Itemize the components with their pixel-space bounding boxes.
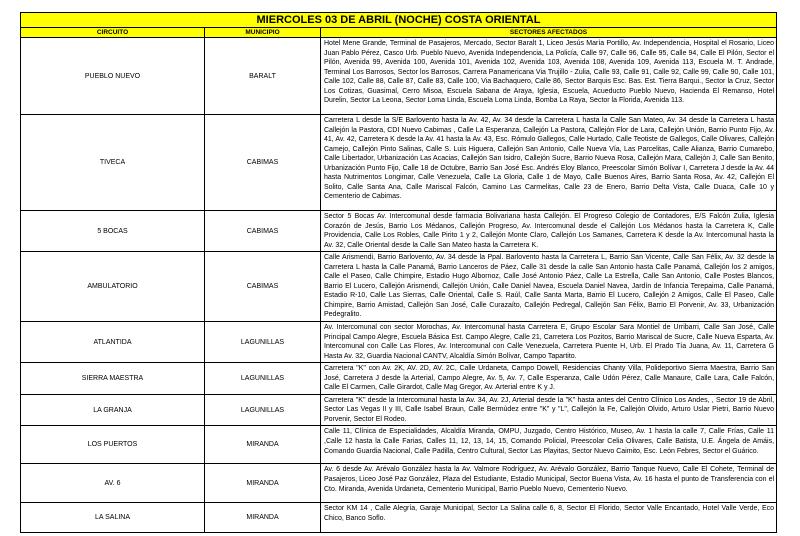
- circuito-cell: LA GRANJA: [21, 394, 205, 426]
- sectores-cell: Sector KM 14 , Calle Alegría, Garaje Municipal, Sector La Salina calle 6, 8, Sector El Florido, Sector Valle Encantado, Hotel Valle Verde, Eco Chico, Banco Soflo.: [321, 503, 777, 533]
- municipio-cell: CABIMAS: [205, 211, 321, 252]
- sectores-cell: Sector 5 Bocas Av. Intercomunal desde farmacia Bolivariana hasta Callejón. El Progreso Colegio de Contadores, E/S Falcón Zulia, Iglesia Corazón de Jesús, Barrio Los Médanos, Callejón Progreso, Av. Intercomunal desde el Callejón Los Médanos hasta la Carretera K, Calle Providencia, Calle Los Robles, Calle Pirito 1 y 2, Callejón Monte Claro, Callejón Los Samanes, Carretera K desde la Av. Intercomunal hasta la Av. 32, Calle Oriental desde la Calle San Mateo hasta la Carretera K.: [321, 211, 777, 252]
- table-row: [21, 464, 777, 503]
- table-row: [21, 503, 777, 533]
- table-row: [21, 211, 777, 252]
- header-sectores: SECTORES AFECTADOS: [321, 28, 777, 38]
- municipio-cell: MIRANDA: [205, 464, 321, 503]
- sectores-cell: Av. 6 desde Av. Arévalo González hasta la Av. Valmore Rodríguez, Av. Arévalo González, Barrio Tanque Nuevo, Calle El Cohete, Terminal de Pasajeros, Liceo José Paz González, Plaza del Estudiante, Estadio Municipal, Sector Buena Vista, Av. 16 hasta el punto de Transferencia con el Cto. Miranda, Avenida Urdaneta, Cementerio Municipal, Barrio Pueblo Nuevo, Cementerio Nuevo.: [321, 464, 777, 503]
- circuito-cell: AV. 6: [21, 464, 205, 503]
- table-row: [21, 252, 777, 322]
- circuito-cell: TIVECA: [21, 115, 205, 211]
- header-municipio: MUNICIPIO: [205, 28, 321, 38]
- circuito-cell: 5 BOCAS: [21, 211, 205, 252]
- sectores-cell: Calle 11, Clínica de Especialidades, Alcaldía Miranda, OMPU, Juzgado, Centro Histórico, Museo, Av. 1 hasta la calle 7, Calle Frías, Calle 11 ,Calle 12 hasta la Calle Farias, Calles 11, 12, 13, 14, 15, Comando Policial, Preescolar Celia Olivares, Calle Batista, U.E. Ángela de Amáis, Comando Guardia Nacional, Calle Padilla, Centro Cultural, Sector Las Playitas, Sector Nuevo Caimito, Esc. León Febres, Sector el Guárico.: [321, 426, 777, 464]
- table-row: [21, 115, 777, 211]
- municipio-cell: LAGUNILLAS: [205, 394, 321, 426]
- municipio-cell: BARALT: [205, 38, 321, 115]
- municipio-cell: CABIMAS: [205, 252, 321, 322]
- circuito-cell: SIERRA MAESTRA: [21, 363, 205, 395]
- sectores-cell: Carretera "K" con Av. 2K, AV. 2D, AV. 2C, Calle Urdaneta, Campo Dowell, Residencias Chanty Villa, Polideportivo Sierra Maestra, Barrio San José, Carretera J desde la Arterial, Campo Alegre, Av. 5, Av. 7, Calle Esperanza, Calle Udón Pérez, Calle Manaure, Calle Lara, Calle Falcón, Calle El Carmen, Calle Girardot, Calle Mag Gregor, Av. Arterial entre K y J.: [321, 363, 777, 395]
- table-title: MIERCOLES 03 DE ABRIL (NOCHE) COSTA ORIENTAL: [21, 13, 777, 28]
- table-row: [21, 426, 777, 464]
- circuito-cell: ATLANTIDA: [21, 322, 205, 363]
- municipio-cell: CABIMAS: [205, 115, 321, 211]
- circuito-cell: LOS PUERTOS: [21, 426, 205, 464]
- municipio-cell: MIRANDA: [205, 503, 321, 533]
- sectores-cell: Calle Arismendi, Barrio Barlovento, Av. 34 desde la Ppal. Barlovento hasta la Carretera L, Barrio San Vicente, Calle San Félix, Av. 32 desde la Carretera L hasta la Calle Panamá, Barrio Lanceros de Páez, Calle 31 desde la calle San Antonio hasta Calle Panamá, Callejón los 2 amigos, Calle el Paseo, Calle Chimpire, Estadio Hugo Albornoz, Calle José Antonio Páez, Calle La Estrella, Calle San Antonio, Calle Postes Blancos, Barrio El Lucero, Callejón Arismendi, Callejón Unión, Calle Daniel Navea, Escuela Daniel Navea, Jardín de Infancia Terepaima, Calle Panamá, Estadio R-10, Calle Las Sierras, Calle Oriental, Calle S. Raúl, Calle Santa Marta, Barrio El Lucero, Callejón 2 Amigos, Calle El Paseo, Calle Chimpire, Barrio Amistad, Callejón San José, Calle Curazaíto, Callejón Pedregal, Callejón San Félix, Barrio El Porvenir, Av. 33, Urbanización Pedegralito.: [321, 252, 777, 322]
- sectores-cell: Carretera L desde la S/E Barlovento hasta la Av. 42, Av. 34 desde la Carretera L hasta la Calle San Mateo, Av. 34 desde la Carretera L hasta Callejón la Pastora, CDI Nuevo Cabimas , Calle La Esperanza, Callejón La Pastora, Callejón Flor de Lara, Callejón Unión, Barrio Punto Fijo, Av. 41, Av. 42, Carretera K desde la Av. 41 hasta la Av. 43, Esc. Rómulo Gallegos, Calle Hurtado, Calle Teotiste de Gallegos, Calle Olivares, Callejón Camejo, Callejón Pinto Salinas, Calle S. Luis Higuera, Callejón San Antonio, Calle Nueva Vía, Las Parcelitas, Calle Alianza, Barrio Cumarebo, Calle Libertador, Urbanización Las Acacias, Callejón San Isidro, Callejón Sucre, Barrio Nueva Rosa, Callejón Mara, Callejón J, Calle San Benito, Urbanización Punto Fijo, Calle 18 de Octubre, Barrio San José Esc. Andrés Eloy Blanco, Preescolar Simón Bolívar I, Carretera J desde la Av. 44 hasta Nutrimentos Longimar, Calle Venezuela, Calle La Gloria, Calle 1 de Mayo, Calle Buenos Aires, Barrio Santa Rosa, Av. 42, Callejón El Solito, Calle Santa Ana, Calle Mariscal Falcón, Camino Las Carmelitas, Calle 23 de Enero, Barrio Delta Vista, Calle Duaca, Calle 10 y Cementerio de Cabimas.: [321, 115, 777, 211]
- table-row: [21, 38, 777, 115]
- municipio-cell: LAGUNILLAS: [205, 363, 321, 395]
- circuito-cell: AMBULATORIO: [21, 252, 205, 322]
- table-row: [21, 394, 777, 426]
- sectores-cell: Hotel Mene Grande, Terminal de Pasajeros, Mercado, Sector Baralt 1, Liceo Jesús María Portillo, Av. Independencia, Hospital el Rosario, Liceo Juan Pablo Pérez, Casco Urb. Pueblo Nuevo, Avenida Independencia, La Policía, Calle 97, Calle 96, Calle 95, Calle 94, Calle El Pilón, Sector el Pilón, Avenida 99, Avenida 100, Avenida 101, Avenida 102, Avenida 103, Avenida 108, Avenida 109, Avenida 113, Escuela M. T. Andrade, Terminal Los Barrosos, Sector los Barrosos, Carrera Panamericana Via Trujillo - Zulia, Calle 93, Calle 91, Calle 92, Calle 99, Calle 90, Calle 101, Calle 102, Calle 88, Calle 87, Calle 83, Calle 100, Via Bachaquero, Calle 86, Sector Barquis Esc. Bas. Est. Tierra Barqui., Sector la Cruz, Sector Los Cotizas, Guasimal, Cerro Misoa, Escuela Sabana de Araya, Iglesia, Escuela, Acueducto Pueblo Nuevo, Hacienda El Remanso, Hotel Durelin, Sector La Leona, Sector Loma Linda, Escuela Loma Linda, Bomba La Raya, Sector la Florida, Avenida 113.: [321, 38, 777, 115]
- circuito-cell: LA SALINA: [21, 503, 205, 533]
- sectores-cell: Carretera "K" desde la Intercomunal hasta la Av. 34, Av. 2J, Arterial desde la "K" hasta antes del Centro Clínico Los Andes, , Sector 19 de Abril, Sector Las Vegas II y III, Calle Isabel Braun, Calle Bermúdez entre "K" y "L", Callejón la Fe, Callejón Olvido, Arturo Uslar Pietri, Barrio Nuevo Porvenir, Sector El Rodeo.: [321, 394, 777, 426]
- header-circuito: CIRCUITO: [21, 28, 205, 38]
- circuito-cell: PUEBLO NUEVO: [21, 38, 205, 115]
- table-row: [21, 322, 777, 363]
- outage-schedule-table: [20, 12, 777, 533]
- table-row: [21, 363, 777, 395]
- municipio-cell: LAGUNILLAS: [205, 322, 321, 363]
- sectores-cell: Av. Intercomunal con sector Morochas, Av. Intercomunal hasta Carretera E, Grupo Escolar Sara Montiel de Urribarri, Calle San José, Calle Principal Campo Alegre, Escuela Básica Est. Campo Alegre, Calle 21, Carretera Los Pozitos, Barrio Mariscal de Sucre, Calle Nueva Esparta, Av. Intercomunal con Calle Las Flores, Av. Intercomunal con Calle Venezuela, Carretera Puente H, Urb. El Prado Tía Juana, Av. 11, Carretera G Hasta Av. 32, Guardia Nacional CANTV, Alcaldía Simón Bolívar, Campo Tapartito.: [321, 322, 777, 363]
- municipio-cell: MIRANDA: [205, 426, 321, 464]
